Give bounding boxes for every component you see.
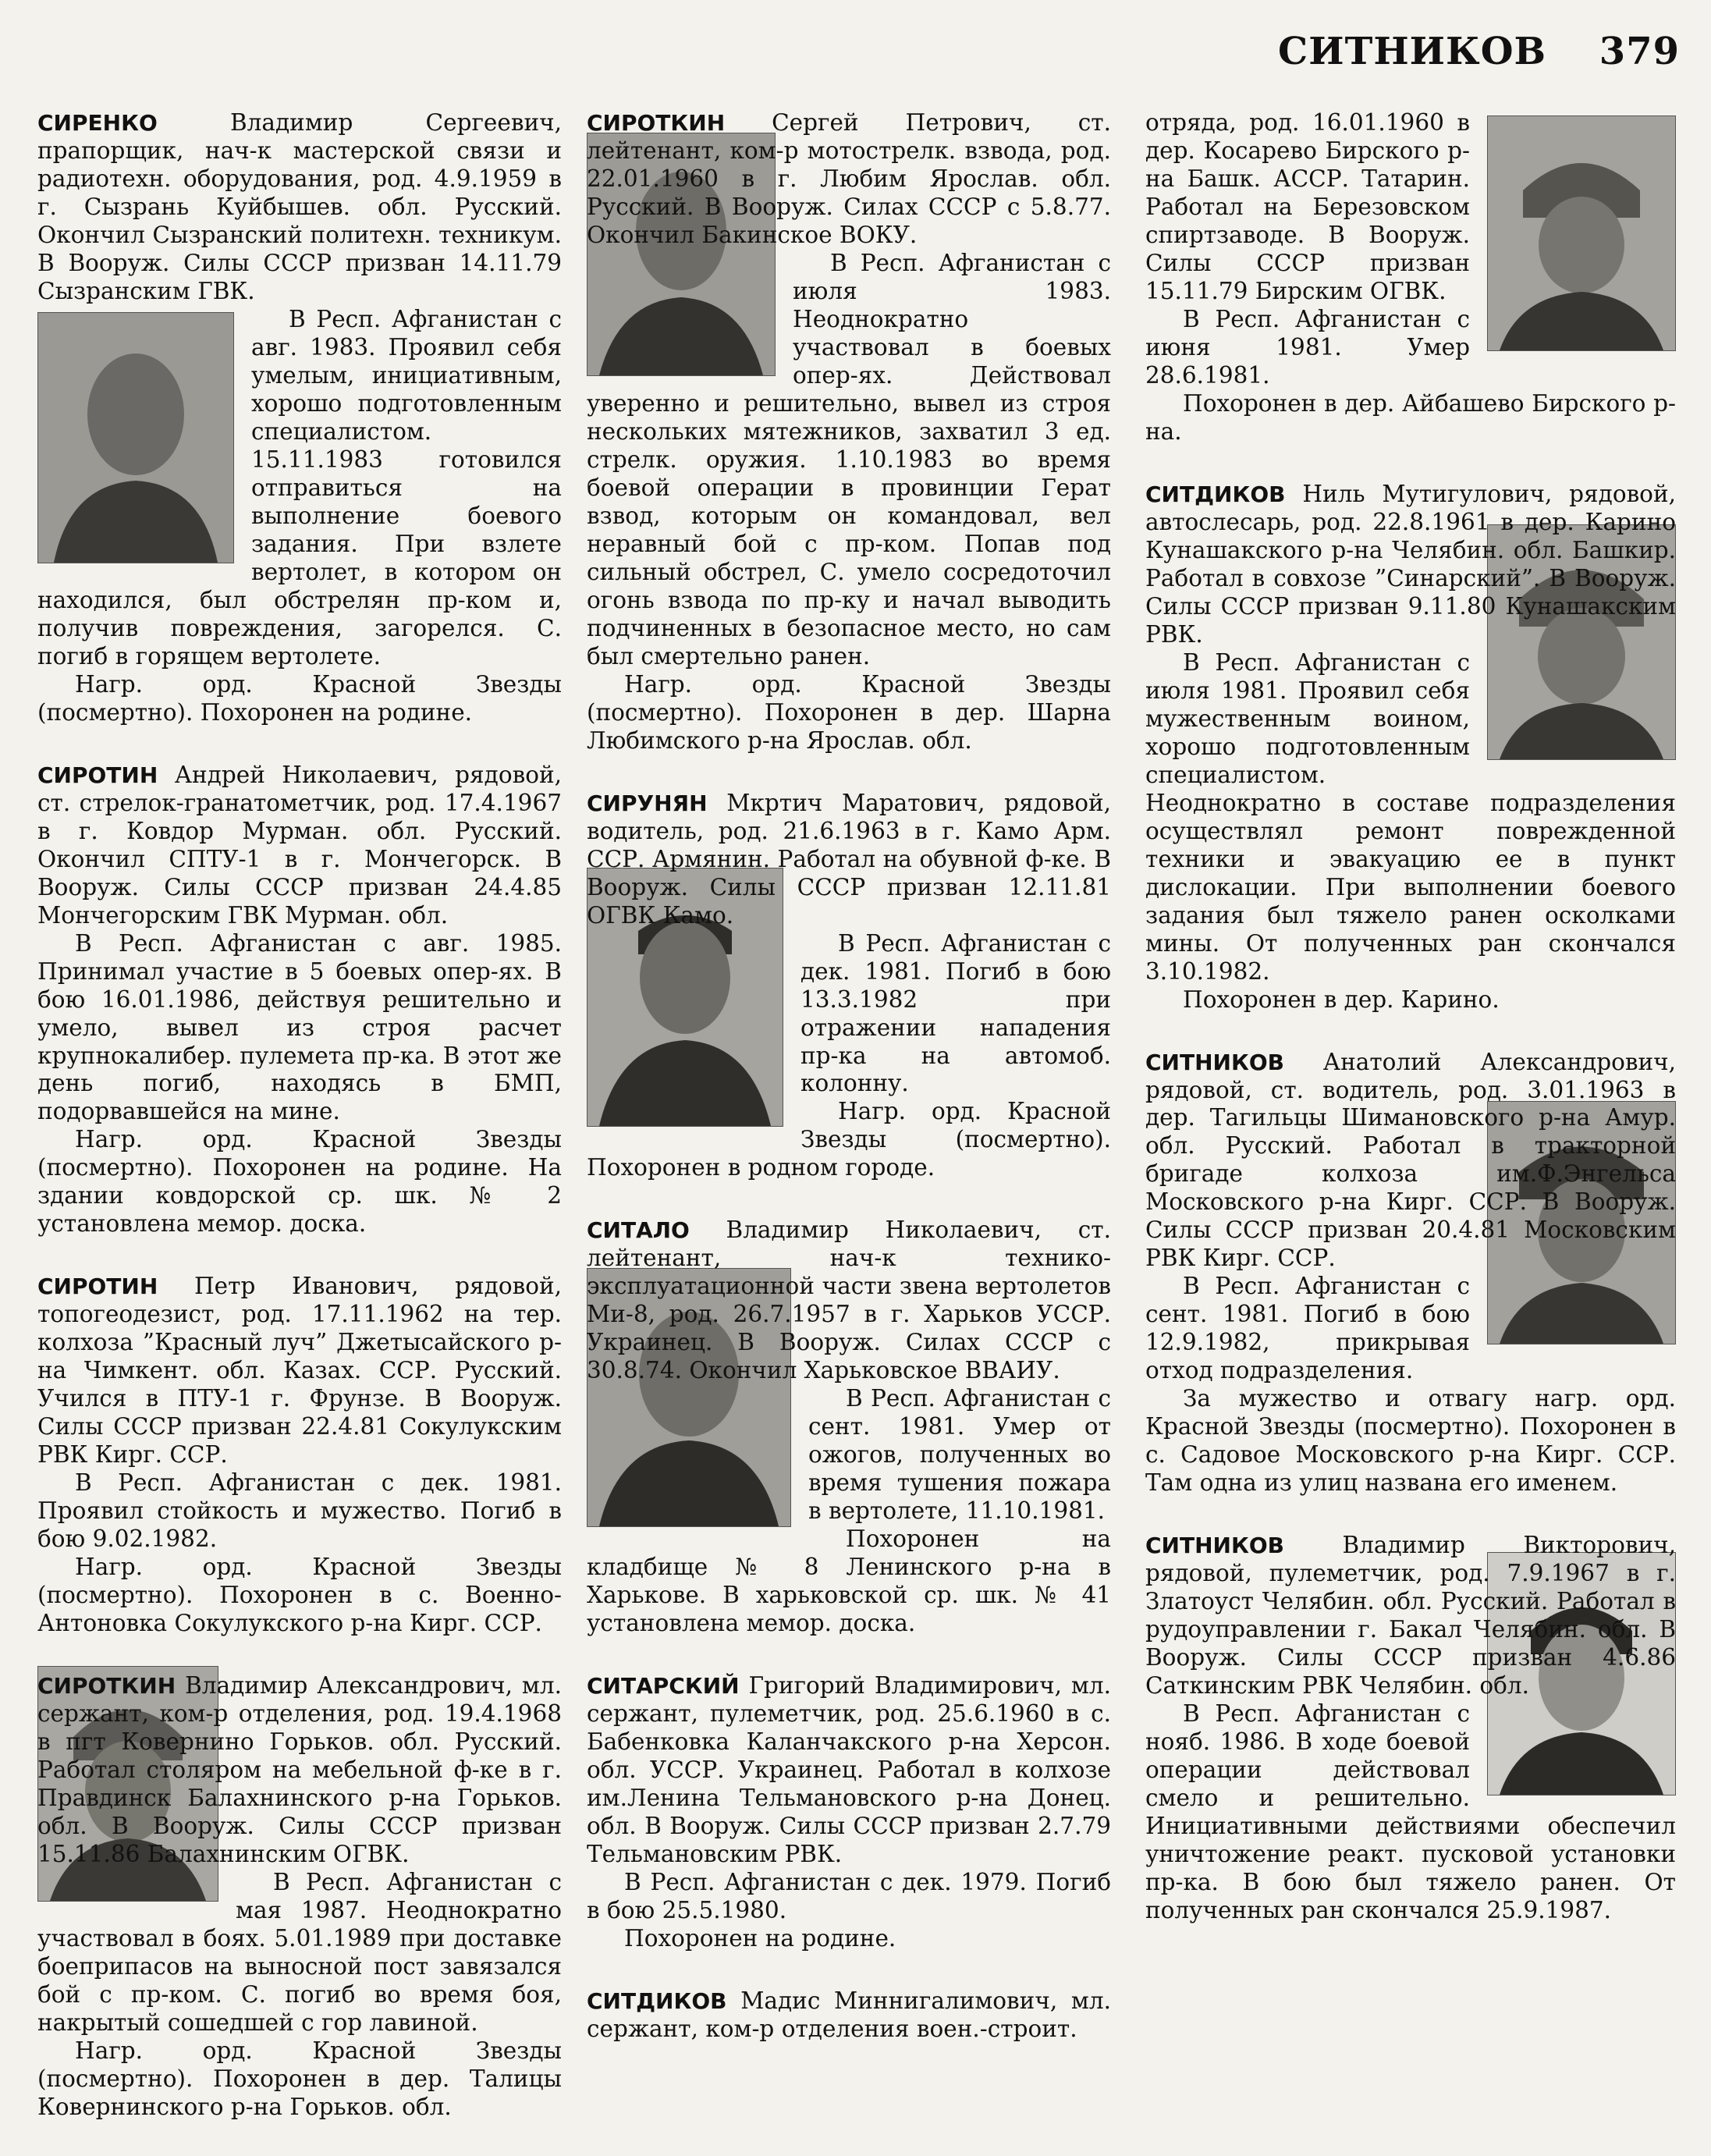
entry-sitdikov-madis-continued bbox=[1145, 109, 1676, 446]
page-number: 379 bbox=[1599, 30, 1680, 73]
entry-first-paragraph bbox=[1145, 1049, 1676, 1273]
entry-first-paragraph bbox=[587, 790, 1111, 930]
surname: СИРОТКИН bbox=[37, 1673, 176, 1700]
bio-text: В Респ. Афганистан с дек. 1981. Проявил стойкость и мужество. Погиб в бою 9.02.1982. bbox=[37, 1469, 562, 1553]
surname: СИРЕНКО bbox=[37, 110, 158, 136]
bio-text: Похоронен в дер. Айбашево Бирского р-на. bbox=[1145, 389, 1676, 445]
entry-sitalo bbox=[587, 1217, 1111, 1638]
surname: СИРОТКИН bbox=[587, 110, 726, 136]
bio-text: Нагр. орд. Красной Звезды (посмертно). Похоронен в с. Военно-Антоновка Сокулукского р-на Кирг. ССР. bbox=[37, 1554, 562, 1637]
bio-text: Нагр. орд. Красной Звезды (посмертно). Похоронен на родине. bbox=[37, 670, 562, 726]
entry-sirotin-petr bbox=[37, 1273, 562, 1638]
bio-text: Нагр. орд. Красной Звезды (посмертно). Похоронен на родине. На здании ковдорской ср. шк. № 2 установлена мемор. доска. bbox=[37, 1126, 562, 1238]
surname: СИТНИКОВ bbox=[1145, 1533, 1284, 1559]
surname: СИТДИКОВ bbox=[587, 1988, 727, 2015]
bio-text: Похоронен в дер. Карино. bbox=[1183, 986, 1500, 1013]
bio-text: В Респ. Афганистан с авг. 1985. Принимал участие в 5 боевых опер-ях. В бою 16.01.1986, действуя решительно и умело, вывел из строя расчет крупнокалибер. пулемета пр-ка. В этот же день погиб, находясь в БМП, подорвавшейся на мине. bbox=[37, 929, 562, 1125]
bio-text: Андрей Николаевич, рядовой, ст. стрелок-гранатометчик, род. 17.4.1967 в г. Ковдор Мурман. обл. Русский. Окончил СПТУ-1 в г. Мончегорск. В Вооруж. Силы СССР призван 24.4.85 Мончегорским ГВК Мурман. обл. bbox=[37, 761, 562, 929]
entry-first-paragraph bbox=[587, 1217, 1111, 1385]
bio-text: Владимир Викторович, рядовой, пулеметчик, род. 7.9.1967 в г. Златоуст Челябин. обл. Русский. Работал в рудоуправлении г. Бакал Челябин. обл. В Вооруж. Силы СССР призван 4.6.86 Саткинским РВК Челябин. обл. bbox=[1145, 1532, 1676, 1700]
surname: СИРОТИН bbox=[37, 762, 158, 788]
bio-text: В Респ. Афганистан с июля 1983. Неоднократно участвовал в боевых опер-ях. Действовал уверенно и решительно, вывел из строя нескольких мятежников, захватил 3 ед. стрелк. оружия. 1.10.1983 во время боевой операции в провинции Герат взвод, которым он командовал, вел неравный бой с пр-ком. Попав под сильный обстрел, С. умело сосредоточил огонь взвода по пр-ку и начал выводить подчиненных в безопасное место, но сам был смертельно ранен. bbox=[587, 249, 1111, 670]
bio-text: Владимир Сергеевич, прапорщик, нач-к мастерской связи и радиотехн. оборудования, род. 4.9.1959 в г. Сызрань Куйбышев. обл. Русский. Окончил Сызранский политехн. техникум. В Вооруж. Силы СССР призван 14.11.79 Сызранским ГВК. bbox=[37, 109, 562, 304]
surname: СИТАРСКИЙ bbox=[587, 1673, 740, 1700]
bio-text: отряда, род. 16.01.1960 в дер. Косарево Бирского р-на Башк. АССР. Татарин. Работал на Березовском спиртзаводе. В Вооруж. Силы СССР призван 15.11.79 Бирским ОГВК. bbox=[1145, 109, 1470, 304]
bio-text: В Респ. Афганистан с сент. 1981. Погиб в бою 12.9.1982, прикрывая отход подразделения. bbox=[1145, 1273, 1470, 1384]
entry-sirotin-andrey bbox=[37, 762, 562, 1239]
bio-text: Похоронен на родине. bbox=[624, 1925, 896, 1952]
entry-first-paragraph bbox=[37, 109, 562, 306]
entry-sitnikov-anatoly bbox=[1145, 1049, 1676, 1498]
entry-first-paragraph bbox=[587, 1672, 1111, 1869]
entry-sitarsky bbox=[587, 1672, 1111, 1953]
bio-text: Мадис Миннигалимович, мл. сержант, ком-р отделения воен.-строит. bbox=[587, 1987, 1111, 2043]
bio-text: Анатолий Александрович, рядовой, ст. водитель, род. 3.01.1963 в дер. Тагильцы Шимановского р-на Амур. обл. Русский. Работал в тракторной бригаде колхоза им.Ф.Энгельса Московского р-на Кирг. ССР. В Вооруж. Силы СССР призван 20.4.81 Московским РВК Кирг. ССР. bbox=[1145, 1048, 1676, 1272]
bio-text: За мужество и отвагу нагр. орд. Красной Звезды (посмертно). Похоронен в с. Садовое Московского р-на Кирг. ССР. Там одна из улиц названа его именем. bbox=[1145, 1385, 1676, 1497]
bio-text: Нагр. орд. Красной Звезды (посмертно). Похоронен в дер. Шарна Любимского р-на Ярослав. обл. bbox=[587, 670, 1111, 754]
bio-text: В Респ. Афганистан с июля 1981. Проявил себя мужественным воином, хорошо подготовленным специалистом. Неоднократно в составе подразделения осуществлял ремонт поврежденной техники и эвакуацию ее в пункт дислокации. При выполнении боевого задания был тяжело ранен осколками мины. От полученных ран скончался 3.10.1982. bbox=[1145, 648, 1676, 985]
entry-sitdikov-madis bbox=[587, 1987, 1111, 2044]
surname: СИТАЛО bbox=[587, 1217, 690, 1244]
entry-first-paragraph bbox=[37, 1672, 562, 1869]
bio-text: Владимир Николаевич, ст. лейтенант, нач-к технико-эксплуатационной части звена вертолетов Ми-8, род. 26.7.1957 в г. Харьков УССР. Украинец. В Вооруж. Силах СССР с 30.8.74. Окончил Харьковское ВВАИУ. bbox=[587, 1217, 1111, 1384]
portrait-photo bbox=[1487, 115, 1676, 351]
bio-text: Нагр. орд. Красной Звезды (посмертно). Похоронен в родном городе. bbox=[587, 1098, 1111, 1181]
entry-first-paragraph bbox=[587, 109, 1111, 250]
bio-text: В Респ. Афганистан с авг. 1983. Проявил себя умелым, инициативным, хорошо подготовленным специалистом. 15.11.1983 готовился отправиться на выполнение боевого задания. При взлете вертолет, в котором он находился, был обстрелян пр-ком и, получив повреждения, загорелся. С. погиб в горящем вертолете. bbox=[37, 305, 562, 670]
bio-text: Сергей Петрович, ст. лейтенант, ком-р мотострелк. взвода, род. 22.01.1960 в г. Любим Ярослав. обл. Русский. В Вооруж. Силах СССР с 5.8.77. Окончил Бакинское ВОКУ. bbox=[587, 109, 1111, 248]
column-1 bbox=[37, 109, 562, 2156]
entry-sirotkin-vladimir bbox=[37, 1672, 562, 2122]
entry-sirunyan bbox=[587, 790, 1111, 1183]
bio-text: Нагр. орд. Красной Звезды (посмертно). Похоронен в дер. Талицы Ковернинского р-на Горьков. обл. bbox=[37, 2037, 562, 2120]
surname: СИРУНЯН bbox=[587, 790, 708, 816]
entry-sirotkin-sergey bbox=[587, 109, 1111, 755]
entry-first-paragraph bbox=[587, 1987, 1111, 2044]
bio-text: В Респ. Афганистан с дек. 1979. Погиб в бою 25.5.1980. bbox=[587, 1869, 1111, 1924]
bio-text: В Респ. Афганистан с мая 1987. Неоднократно участвовал в боях. 5.01.1989 при доставке боеприпасов на выносной пост завязался бой с пр-ком. С. погиб во время боя, накрытый сошедшей с гор лавиной. bbox=[37, 1869, 562, 2036]
surname: СИРОТИН bbox=[37, 1273, 158, 1300]
bio-text: Владимир Александрович, мл. сержант, ком-р отделения, род. 19.4.1968 в пгт Ковернино Горьков. обл. Русский. Работал столяром на мебельной ф-ке в г. Правдинск Балахнинского р-на Горьков. обл. В Вооруж. Силы СССР призван 15.11.86 Балахнинским ОГВК. bbox=[37, 1672, 562, 1868]
column-3 bbox=[1145, 109, 1676, 1959]
column-2 bbox=[587, 109, 1111, 2078]
surname: СИТДИКОВ bbox=[1145, 481, 1286, 507]
running-head: СИТНИКОВ bbox=[1278, 30, 1547, 73]
bio-text: В Респ. Афганистан с июня 1981. Умер 28.6.1981. bbox=[1145, 305, 1470, 389]
bio-text: Григорий Владимирович, мл. сержант, пулеметчик, род. 25.6.1960 в с. Бабенковка Каланчакского р-на Херсон. обл. УССР. Украинец. Работал в колхозе им.Ленина Тельмановского р-на Донец. обл. В Вооруж. Силы СССР призван 2.7.79 Тельмановским РВК. bbox=[587, 1672, 1111, 1868]
entry-sitnikov-vladimir bbox=[1145, 1532, 1676, 1925]
bio-text: В Респ. Афганистан с сент. 1981. Умер от ожогов, полученных во время тушения пожара в вертолете, 11.10.1981. bbox=[808, 1385, 1111, 1525]
page-header bbox=[31, 30, 1680, 73]
portrait-photo bbox=[37, 312, 234, 563]
bio-text: Петр Иванович, рядовой, топогеодезист, род. 17.11.1962 на тер. колхоза ”Красный луч” Джетысайского р-на Чимкент. обл. Казах. ССР. Русский. Учился в ПТУ-1 г. Фрунзе. В Вооруж. Силы СССР призван 22.4.81 Сокулукским РВК Кирг. ССР. bbox=[37, 1273, 562, 1469]
bio-text: В Респ. Афганистан с нояб. 1986. В ходе боевой операции действовал смело и решительно. Инициативными действиями обеспечил уничтожение реакт. пусковой установки пр-ка. В бою был тяжело ранен. От полученных ран скончался 25.9.1987. bbox=[1145, 1700, 1676, 1924]
surname: СИТНИКОВ bbox=[1145, 1049, 1284, 1075]
bio-text: В Респ. Афганистан с дек. 1981. Погиб в бою 13.3.1982 при отражении нападения пр-ка на автомоб. колонну. bbox=[800, 929, 1111, 1097]
entry-sitdikov-nil bbox=[1145, 481, 1676, 1014]
bio-text: Мкртич Маратович, рядовой, водитель, род. 21.6.1963 в г. Камо Арм. ССР. Армянин. Работал на обувной ф-ке. В Вооруж. Силы СССР призван 12.11.81 ОГВК Камо. bbox=[587, 789, 1111, 929]
entry-first-paragraph bbox=[37, 762, 562, 930]
bio-text: Ниль Мутигулович, рядовой, автослесарь, род. 22.8.1961 в дер. Карино Кунашакского р-на Челябин. обл. Башкир. Работал в совхозе ”Синарский”. В Вооруж. Силы СССР призван 9.11.80 Кунашакским РВК. bbox=[1145, 480, 1676, 648]
bio-text: Похоронен на кладбище № 8 Ленинского р-на в Харькове. В харьковской ср. шк. № 41 установлена мемор. доска. bbox=[587, 1526, 1111, 1637]
entry-sirenko bbox=[37, 109, 562, 727]
entry-first-paragraph bbox=[37, 1273, 562, 1469]
